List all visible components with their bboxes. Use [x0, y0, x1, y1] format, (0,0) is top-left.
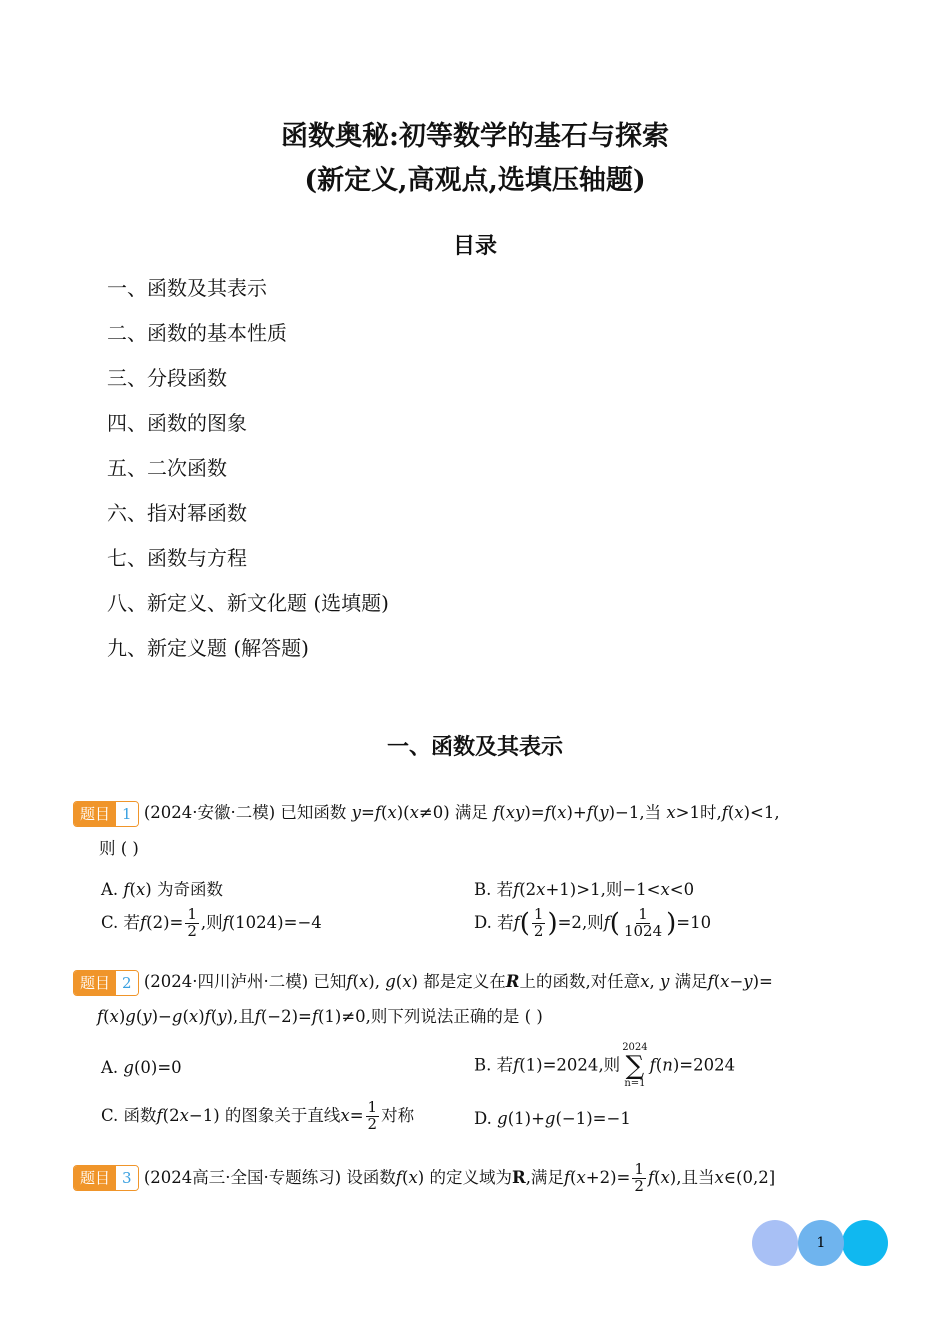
- question-1-line2: 则 ( ): [99, 839, 139, 858]
- q1-option-a[interactable]: A. f(x) 为奇函数: [101, 880, 223, 899]
- toc-item[interactable]: 八、新定义、新文化题 (选填题): [107, 591, 389, 615]
- q1-option-b[interactable]: B. 若f(2x+1)>1,则−1<x<0: [474, 880, 695, 899]
- question-badge: 题目 3: [73, 1165, 139, 1191]
- toc-item[interactable]: 六、指对幂函数: [107, 501, 247, 525]
- question-2-stem: 题目 2 (2024·四川泸州·二模) 已知f(x), g(x) 都是定义在R上的函数,对任意x, y 满足f(x−y)=: [73, 968, 773, 996]
- page-title-line2: (新定义,高观点,选填压轴题): [304, 165, 646, 196]
- q2-option-b[interactable]: B. 若f(1)=2024,则 2024 ∑ n=1 f(n)=2024: [474, 1042, 736, 1089]
- toc-item[interactable]: 四、函数的图象: [107, 411, 247, 435]
- q2-option-c[interactable]: C. 函数f(2x−1) 的图象关于直线x= $\frac{1}{2}$ 对称: [101, 1098, 415, 1133]
- question-1-stem: 题目 1 (2024·安徽·二模) 已知函数 y=f(x)(x≠0) 满足 f(xy)=f(x)+f(y)−1,当 x>1时,f(x)<1,: [73, 799, 780, 827]
- question-badge: 题目 1: [73, 801, 139, 827]
- footer-decor-circle-right: [842, 1220, 888, 1266]
- toc-heading: 目录: [452, 233, 497, 259]
- section-heading: 一、函数及其表示: [386, 734, 563, 760]
- toc-item[interactable]: 五、二次函数: [107, 456, 227, 480]
- footer-decor-circle-left: [752, 1220, 798, 1266]
- page-title-line1: 函数奥秘:初等数学的基石与探索: [281, 121, 669, 152]
- toc-item[interactable]: 二、函数的基本性质: [107, 321, 287, 345]
- question-badge: 题目 2: [73, 970, 139, 996]
- q1-option-d[interactable]: D. 若f( $\frac{1}{2}$ )=2,则f( $\frac{1}{1024}$ )=10: [474, 905, 712, 940]
- q2-option-a[interactable]: A. g(0)=0: [101, 1058, 182, 1077]
- toc-item[interactable]: 一、函数及其表示: [107, 276, 267, 300]
- toc-item[interactable]: 九、新定义题 (解答题): [107, 636, 309, 660]
- toc-item[interactable]: 七、函数与方程: [107, 546, 247, 570]
- question-2-line2: f(x)g(y)−g(x)f(y),且f(−2)=f(1)≠0,则下列说法正确的是 ( ): [97, 1007, 543, 1026]
- page-number: 1: [798, 1220, 844, 1266]
- question-3-stem: 题目 3 (2024高三·全国·专题练习) 设函数f(x) 的定义域为R,满足f(x+2)= $\frac{1}{2}$ f(x),且当x∈(0,2]: [73, 1162, 775, 1195]
- toc-item[interactable]: 三、分段函数: [107, 366, 227, 390]
- q1-option-c[interactable]: C. 若f(2)= $\frac{1}{2}$ ,则f(1024)=−4: [101, 905, 322, 940]
- q2-option-d[interactable]: D. g(1)+g(−1)=−1: [474, 1109, 631, 1128]
